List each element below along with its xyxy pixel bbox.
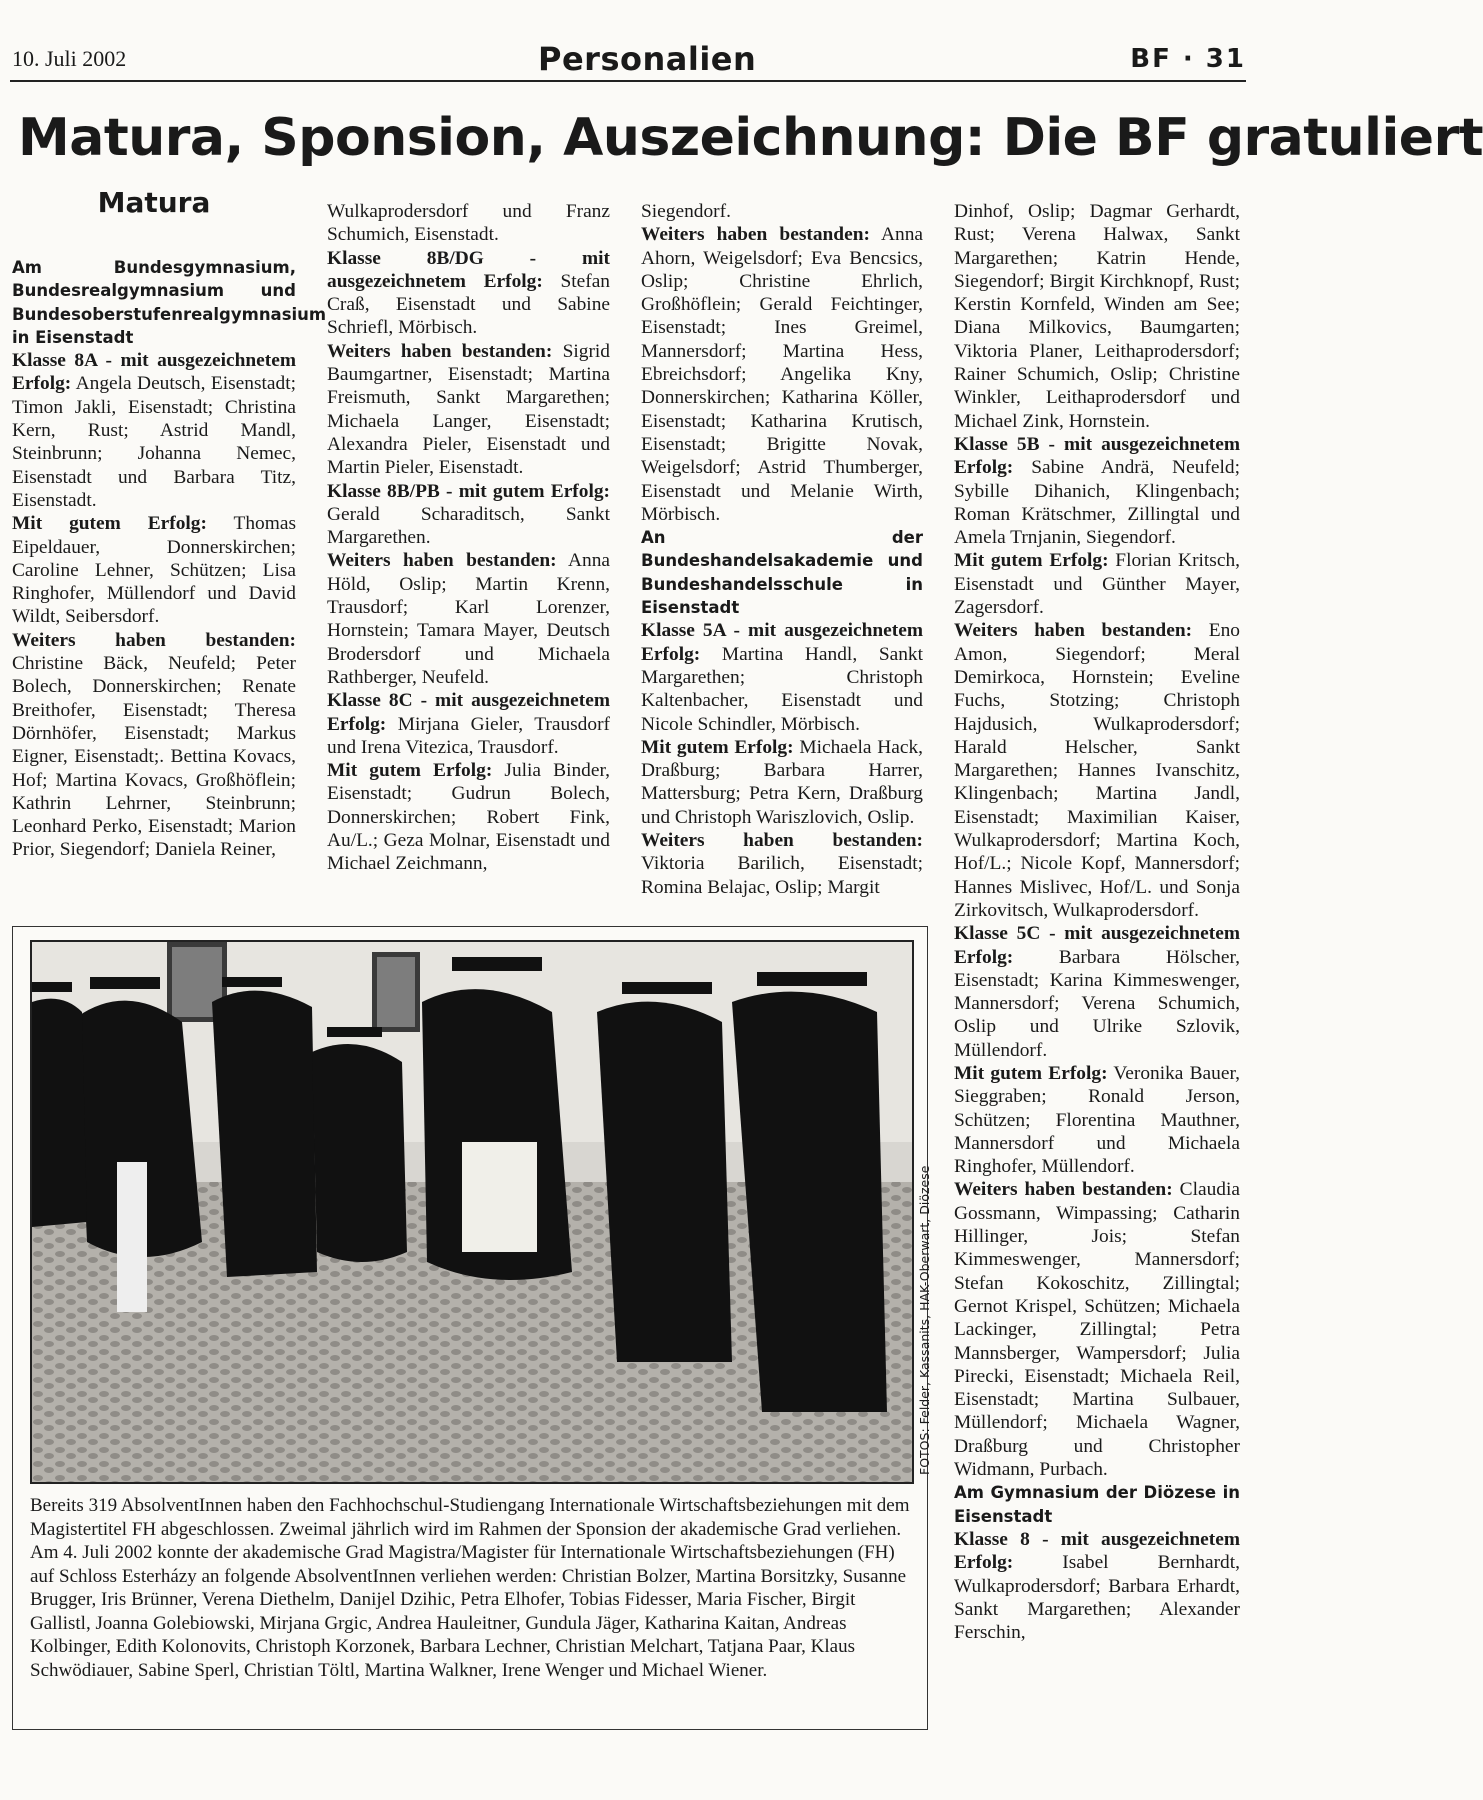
class-label: Mit gutem Erfolg:: [954, 1062, 1108, 1084]
class-label: Weiters haben bestanden:: [954, 1179, 1173, 1201]
photo-credit: FOTOS: Felder, Kassanits, HAK-Oberwart, Diözese: [917, 1165, 932, 1475]
names-text: Siegendorf.: [641, 201, 731, 222]
names-text: Wulkaprodersdorf und Franz Schumich, Eisenstadt.: [327, 201, 610, 246]
class-label: Weiters haben bestanden:: [641, 830, 923, 852]
class-label: Weiters haben bestanden:: [12, 629, 296, 651]
school-heading: An der Bundeshandelsakademie und Bundeshandelsschule in Eisenstadt: [641, 528, 923, 618]
class-label: Weiters haben bestanden:: [641, 224, 870, 246]
names-text: Julia Binder, Eisenstadt; Gudrun Bolech, Donnerskirchen; Robert Fink, Au/L.; Geza Molnar, Eisenstadt und Michael Zeichmann,: [327, 760, 610, 875]
names-text: Claudia Gossmann, Wimpassing; Catharin Hillinger, Jois; Stefan Kimmeswenger, Mannersdorf; Stefan Kokoschitz, Zillingtal; Gernot Krispel, Schützen; Michaela Lackinger, Zillingtal; Petra Mannsberger, Wampersdorf; Julia Pirecki, Eisenstadt; Michaela Reil, Eisenstadt; Martina Sulbauer, Müllendorf; Michaela Wagner, Draßburg und Christopher Widmann, Purbach.: [954, 1179, 1240, 1481]
class-label: Klasse 8 - mit ausgezeichnetem Erfolg:: [954, 1528, 1240, 1574]
article-column-2: [327, 200, 610, 876]
names-text: Viktoria Barilich, Eisenstadt; Romina Belajac, Oslip; Margit: [641, 853, 923, 898]
school-heading: Am Bundesgymnasium, Bundesrealgymnasium und Bundesoberstufenrealgymnasium in Eisenstadt: [12, 258, 327, 347]
article-column-4: [954, 200, 1240, 1644]
class-label: Klasse 5B - mit ausgezeichnetem Erfolg:: [954, 433, 1240, 479]
header-rule: [10, 80, 1246, 82]
names-text: Sigrid Baumgartner, Eisenstadt; Martina Freismuth, Sankt Margarethen; Michaela Langer, Eisenstadt; Alexandra Pieler, Eisenstadt und Martin Pieler, Eisenstadt.: [327, 340, 610, 479]
names-text: Angela Deutsch, Eisenstadt; Timon Jakli, Eisenstadt; Christina Kern, Rust; Astrid Mandl, Steinbrunn; Johanna Nemec, Eisenstadt und Barbara Titz, Eisenstadt.: [12, 373, 296, 511]
names-text: Anna Höld, Oslip; Martin Krenn, Trausdorf; Karl Lorenzer, Hornstein; Tamara Mayer, Deutsch Brodersdorf und Michaela Rathberger, Neufeld.: [327, 550, 610, 688]
class-label: Mit gutem Erfolg:: [641, 736, 794, 758]
names-text: Isabel Bernhardt, Wulkaprodersdorf; Barbara Erhardt, Sankt Margarethen; Alexander Ferschin,: [954, 1552, 1240, 1644]
names-text: Anna Ahorn, Weigelsdorf; Eva Bencsics, Oslip; Christine Ehrlich, Großhöflein; Gerald Feichtinger, Eisenstadt; Ines Greimel, Mannersdorf; Martina Hess, Ebreichsdorf; Angelika Kny, Donnerskirchen; Katharina Köller, Eisenstadt; Katharina Krutisch, Eisenstadt; Brigitte Novak, Weigelsdorf; Astrid Thumberger, Eisenstadt und Melanie Wirth, Mörbisch.: [641, 224, 923, 525]
names-text: Sabine Andrä, Neufeld; Sybille Dihanich, Klingenbach; Roman Krätschmer, Zillingtal und Amela Trnjanin, Siegendorf.: [954, 457, 1240, 549]
names-text: Barbara Hölscher, Eisenstadt; Karina Kimmeswenger, Mannersdorf; Verena Schumich, Oslip und Ulrike Szlovik, Müllendorf.: [954, 946, 1240, 1061]
page-number: BF · 31: [1130, 44, 1246, 74]
school-heading: Am Gymnasium der Diözese in Eisenstadt: [954, 1483, 1240, 1526]
names-text: Stefan Craß, Eisenstadt und Sabine Schriefl, Mörbisch.: [327, 270, 610, 339]
subheadline: Matura: [97, 186, 211, 219]
names-text: Gerald Scharaditsch, Sankt Margarethen.: [327, 503, 610, 549]
article-column-1: [12, 186, 327, 862]
names-text: Veronika Bauer, Sieggraben; Ronald Jerson, Schützen; Florentina Mauthner, Mannersdorf und Michaela Ringhofer, Müllendorf.: [954, 1062, 1240, 1178]
names-text: Eno Amon, Siegendorf; Meral Demirkoca, Hornstein; Eveline Fuchs, Stotzing; Christoph Hajdusich, Wulkaprodersdorf; Harald Helscher, Sankt Margarethen; Hannes Ivanschitz, Klingenbach; Martina Jandl, Eisenstadt; Maximilian Kaiser, Wulkaprodersdorf; Martina Koch, Hof/L.; Nicole Kopf, Mannersdorf; Hannes Mislivec, Hof/L. und Sonja Zirkovitsch, Wulkaprodersdorf.: [954, 620, 1240, 921]
names-text: Michaela Hack, Draßburg; Barbara Harrer, Mattersburg; Petra Kern, Draßburg und Christoph Wariszlovich, Oslip.: [641, 736, 923, 828]
class-label: Klasse 8B/PB - mit gutem Erfolg:: [327, 480, 610, 502]
class-label: Mit gutem Erfolg:: [12, 513, 207, 535]
graduation-photo: [30, 940, 914, 1484]
names-text: Mirjana Gieler, Trausdorf und Irena Vitezica, Trausdorf.: [327, 713, 610, 758]
graduation-photo-image: [32, 942, 912, 1482]
section-title: Personalien: [538, 40, 757, 78]
names-text: Martina Handl, Sankt Margarethen; Christoph Kaltenbacher, Eisenstadt und Nicole Schindler, Mörbisch.: [641, 643, 923, 735]
article-column-3: [641, 200, 923, 899]
class-label: Klasse 5C - mit ausgezeichnetem Erfolg:: [954, 923, 1240, 968]
photo-caption: Bereits 319 AbsolventInnen haben den Fachhochschul-Studiengang Internationale Wirtschaftsbeziehungen mit dem Magistertitel FH abgeschlossen. Zweimal jährlich wird im Rahmen der Sponsion der akademische Grad verliehen. Am 4. Juli 2002 konnte der akademische Grad Magistra/Magister für Internationale Wirtschaftsbeziehungen (FH) auf Schloss Esterházy an folgende AbsolventInnen verliehen werden: Christian Bolzer, Martina Borsitzky, Susanne Brugger, Iris Brünner, Verena Diethelm, Danijel Dzihic, Petra Elhofer, Tobias Fidesser, Maria Fischer, Birgit Gallistl, Joanna Golebiowski, Mirjana Grgic, Andrea Hauleitner, Gundula Jäger, Katharina Kaitan, Andreas Kolbinger, Edith Kolonovits, Christoph Korzonek, Barbara Lechner, Christian Melchart, Tatjana Paar, Klaus Schwödiauer, Sabine Sperl, Christian Töltl, Martina Walkner, Irene Wenger und Michael Wiener.: [30, 1495, 910, 1681]
class-label: Klasse 8B/DG - mit ausgezeichnetem Erfolg:: [327, 247, 610, 292]
class-label: Klasse 8A - mit ausgezeichnetem Erfolg:: [12, 350, 296, 395]
class-label: Klasse 8C - mit ausgezeichnetem Erfolg:: [327, 690, 610, 735]
names-text: Florian Kritsch, Eisenstadt und Günther Mayer, Zagersdorf.: [954, 550, 1240, 619]
class-label: Weiters haben bestanden:: [327, 550, 557, 572]
class-label: Klasse 5A - mit ausgezeichnetem Erfolg:: [641, 620, 923, 665]
issue-date: 10. Juli 2002: [12, 46, 127, 71]
class-label: Weiters haben bestanden:: [954, 620, 1193, 642]
names-text: Thomas Eipeldauer, Donnerskirchen; Caroline Lehner, Schützen; Lisa Ringhofer, Müllendorf und David Wildt, Seibersdorf.: [12, 513, 296, 628]
headline: Matura, Sponsion, Auszeichnung: Die BF gratuliert: [18, 108, 1483, 168]
class-label: Mit gutem Erfolg:: [954, 550, 1109, 572]
names-text: Dinhof, Oslip; Dagmar Gerhardt, Rust; Verena Halwax, Sankt Margarethen; Katrin Hende, Siegendorf; Birgit Kirchknopf, Rust; Kerstin Kornfeld, Winden am See; Diana Milkovics, Baumgarten; Viktoria Planer, Leithaprodersdorf; Rainer Schumich, Oslip; Christine Winkler, Leithaprodersdorf und Michael Zink, Hornstein.: [954, 201, 1240, 432]
names-text: Christine Bäck, Neufeld; Peter Bolech, Donnerskirchen; Renate Breithofer, Eisenstadt; Theresa Dörnhöfer, Eisenstadt; Markus Eigner, Eisenstadt;. Bettina Kovacs, Hof; Martina Kovacs, Großhöflein; Kathrin Lehrner, Steinbrunn; Leonhard Perko, Eisenstadt; Marion Prior, Siegendorf; Daniela Reiner,: [12, 653, 296, 861]
class-label: Mit gutem Erfolg:: [327, 760, 493, 782]
class-label: Weiters haben bestanden:: [327, 340, 553, 362]
